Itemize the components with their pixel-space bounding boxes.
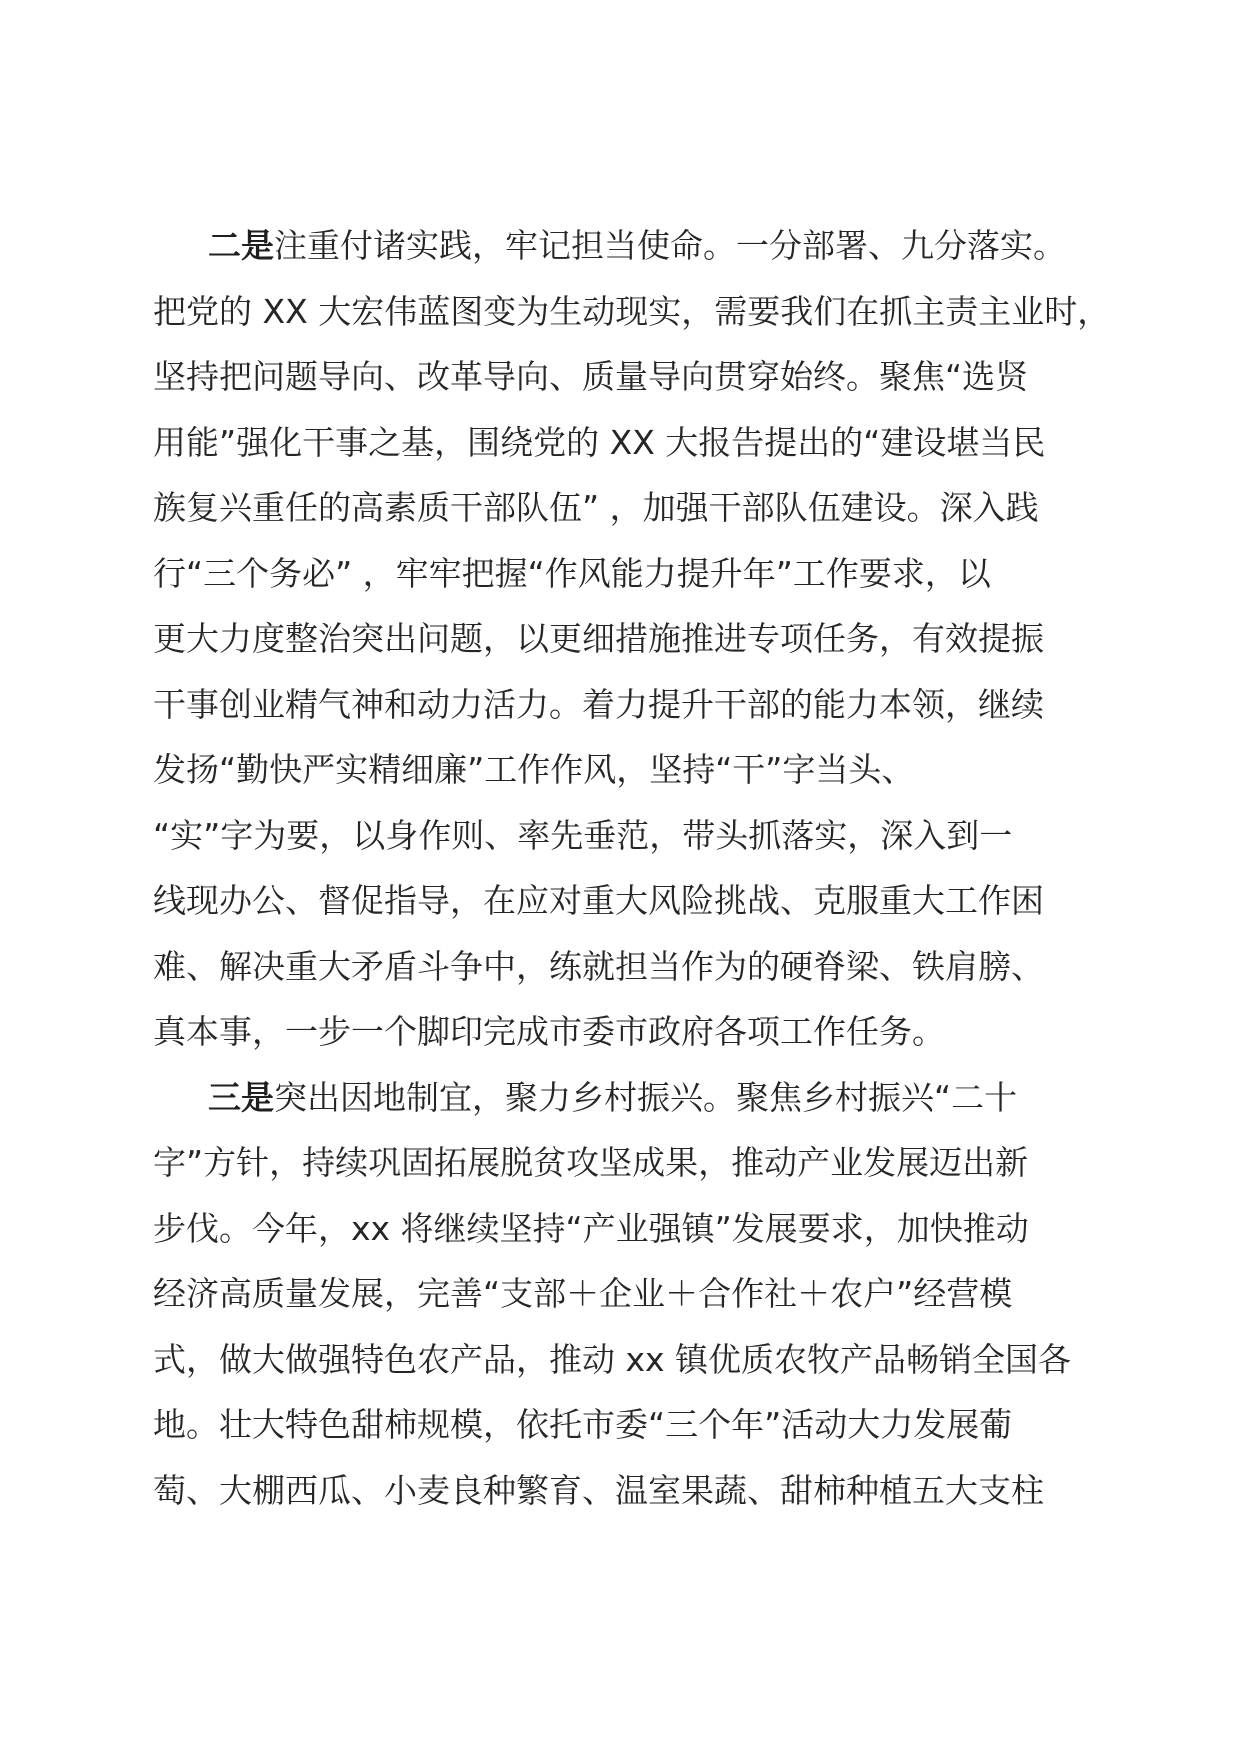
document-body bbox=[153, 213, 1113, 1523]
paragraph-2 bbox=[153, 213, 1113, 1065]
paragraph-line: 线现办公、督促指导，在应对重大风险挑战、克服重大工作困 bbox=[153, 881, 1044, 920]
paragraph-line bbox=[153, 1065, 1113, 1131]
paragraph-line: 萄、大棚西瓜、小麦良种繁育、温室果蔬、甜柿种植五大支柱 bbox=[153, 1470, 1044, 1510]
paragraph-line: 更大力度整治突出问题，以更细措施推进专项任务，有效提振 bbox=[153, 619, 1044, 658]
paragraph-line-text: 突出因地制宜，聚力乡村振兴。聚焦乡村振兴“二十 bbox=[274, 1077, 1018, 1117]
paragraph-line: 字”方针，持续巩固拓展脱贫攻坚成果，推动产业发展迈出新 bbox=[153, 1143, 1029, 1182]
paragraph-line: 真本事，一步一个脚印完成市委市政府各项工作任务。 bbox=[153, 1012, 945, 1051]
paragraph-line: 坚持把问题导向、改革导向、质量导向贯穿始终。聚焦“选贤 bbox=[153, 357, 1029, 396]
paragraph-line: 步伐。今年，xx 将继续坚持“产业强镇”发展要求，加快推动 bbox=[153, 1208, 1029, 1248]
paragraph-line: 经济高质量发展，完善“支部＋企业＋合作社＋农户”经营模 bbox=[153, 1274, 1013, 1313]
paragraph-3 bbox=[153, 1065, 1113, 1524]
paragraph-line: “实”字为要，以身作则、率先垂范，带头抓落实，深入到一 bbox=[153, 815, 1013, 855]
paragraph-line: 把党的 XX 大宏伟蓝图变为生动现实，需要我们在抓主责主业时， bbox=[153, 291, 1111, 331]
paragraph-line: 族复兴重任的高素质干部队伍” ，加强干部队伍建设。深入践 bbox=[153, 488, 1039, 527]
paragraph-line bbox=[153, 213, 1113, 279]
paragraph-line: 行“三个务必” ，牢牢把握“作风能力提升年”工作要求，以 bbox=[153, 553, 991, 593]
paragraph-line: 发扬“勤快严实精细廉”工作作风，坚持“干”字当头、 bbox=[153, 750, 915, 789]
paragraph-line: 用能”强化干事之基，围绕党的 XX 大报告提出的“建设堪当民 bbox=[153, 422, 1046, 462]
paragraph-line-text: 注重付诸实践，牢记担当使命。一分部署、九分落实。 bbox=[274, 226, 1066, 265]
paragraph-line: 难、解决重大矛盾斗争中，练就担当作为的硬脊梁、铁肩膀、 bbox=[153, 946, 1044, 986]
paragraph-lead: 二是 bbox=[208, 226, 274, 265]
paragraph-line: 地。壮大特色甜柿规模，依托市委“三个年”活动大力发展葡 bbox=[153, 1405, 1013, 1444]
paragraph-line: 式，做大做强特色农产品，推动 xx 镇优质农牧产品畅销全国各 bbox=[153, 1339, 1072, 1379]
paragraph-lead: 三是 bbox=[208, 1077, 274, 1117]
paragraph-line: 干事创业精气神和动力活力。着力提升干部的能力本领，继续 bbox=[153, 684, 1044, 724]
